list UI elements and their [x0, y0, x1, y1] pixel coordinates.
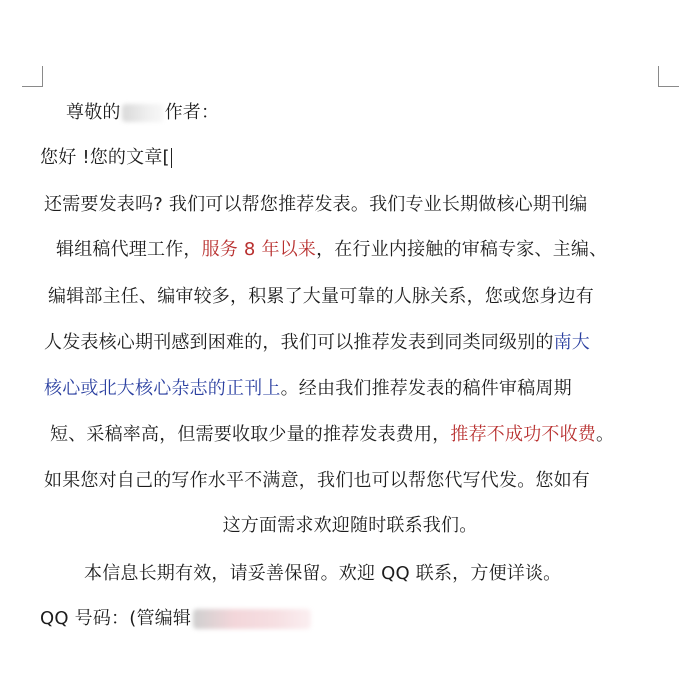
- hello-line: [40, 146, 172, 170]
- body-text: 短、采稿率高，但需要收取少量的推荐发表费用，: [50, 424, 451, 445]
- body-line-2: [56, 238, 607, 262]
- redacted-qq-number: [193, 609, 311, 629]
- greeting-line: [66, 101, 219, 125]
- body-text: 。经由我们推荐发表的稿件审稿周期: [280, 378, 572, 399]
- body-line-1: 还需要发表吗? 我们可以帮您推荐发表。我们专业长期做核心期刊编: [44, 194, 588, 215]
- notice-line: 本信息长期有效，请妥善保留。欢迎 QQ 联系，方便详谈。: [84, 563, 562, 584]
- qq-label: QQ 号码：(管编辑: [40, 608, 192, 629]
- page-corner-mark-top-left: [22, 66, 43, 87]
- hello-text: 您好 !您的文章[: [40, 147, 170, 168]
- body-line-5: [44, 377, 572, 401]
- redacted-name: [122, 104, 164, 122]
- body-line-3: 编辑部主任、编审较多，积累了大量可靠的人脉关系，您或您身边有: [48, 286, 594, 307]
- highlight-service-years: 服务 8 年以来: [201, 239, 317, 260]
- page-corner-mark-top-right: [658, 66, 679, 87]
- highlight-nanda: 南大: [553, 332, 591, 353]
- text-cursor: [171, 148, 173, 168]
- greeting-prefix: 尊敬的: [66, 102, 121, 123]
- body-line-7: 如果您对自己的写作水平不满意，我们也可以帮您代写代发。您如有: [44, 470, 590, 491]
- qq-line: [40, 607, 311, 631]
- greeting-suffix: 作者：: [164, 102, 220, 123]
- body-text: 。: [596, 424, 615, 445]
- body-text: 辑组稿代理工作，: [56, 239, 202, 260]
- body-line-4: [44, 331, 590, 355]
- highlight-no-fee: 推荐不成功不收费: [450, 424, 597, 445]
- body-text: 人发表核心期刊感到困难的，我们可以推荐发表到同类同级别的: [44, 332, 554, 353]
- body-line-8: 这方面需求欢迎随时联系我们。: [222, 515, 478, 536]
- highlight-core-journal: 核心或北大核心杂志的正刊上: [44, 378, 281, 399]
- body-line-6: [50, 423, 614, 447]
- body-text: ，在行业内接触的审稿专家、主编、: [316, 239, 608, 260]
